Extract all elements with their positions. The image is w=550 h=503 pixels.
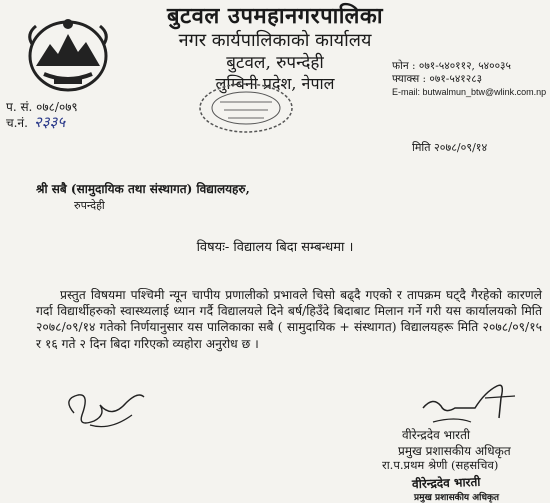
org-name: बुटवल उपमहानगरपालिका xyxy=(166,3,384,29)
letter-date: मिति २०७८/०९/१४ xyxy=(412,141,488,154)
recipient-line: श्री सबै (सामुदायिक तथा संस्थागत) विद्यालयहरु, xyxy=(36,182,250,196)
office-name: नगर कार्यपालिकाको कार्यालय xyxy=(178,30,372,51)
phone-number: फोन : ०७१-५४०११२, ५४००३५ xyxy=(392,60,511,72)
chalani-number-row xyxy=(6,112,65,132)
office-stamp-icon xyxy=(196,80,296,136)
signatory-designation: प्रमुख प्रशासकीय अधिकृत xyxy=(398,444,511,458)
signatory-rank: रा.प.प्रथम श्रेणी (सहसचिव) xyxy=(382,458,499,472)
province-name: लुम्बिनी प्रदेश, नेपाल xyxy=(215,74,335,93)
fax-number: फ्याक्स : ०७१-५४१२८३ xyxy=(392,73,483,85)
contact-block xyxy=(392,60,546,99)
letter-body: प्रस्तुत विषयमा पश्चिमी न्यून चापीय प्रणालीको प्रभावले चिसो बढ्दै गएको र तापक्रम घट्दै गैरहेको कारणले गर्दा विद्यार्थीहरुको स्वास्थ्यलाई ध्यान गर्दै विद्यालयले दिने बर्ष/हिउँदे बिदाबाट मिलान गर्ने गरी यस कार्यालयको मिति २०७८/०९/१४ गतेको निर्णयानुसार यस पालिकाका सबै ( सामुदायिक + संस्थागत) विद्यालयहरू मिति २०७८/०९/१५ र १६ गते २ दिन बिदा गरिएको व्यहोरा अनुरोध छ । xyxy=(36,288,542,351)
chalani-number: २३३५ xyxy=(33,113,66,131)
officer-signature-icon xyxy=(415,378,530,430)
name-stamp: वीरेन्द्रदेव भारती xyxy=(411,474,481,492)
patra-sankhya: प. सं. ०७८/०७९ xyxy=(6,100,78,114)
recipient-district: रुपन्देही xyxy=(74,199,105,212)
office-location: बुटवल, रुपन्देही xyxy=(226,53,324,73)
chalani-label: च.नं. xyxy=(6,116,28,130)
letter-subject: विषयः- विद्यालय बिदा सम्बन्धमा । xyxy=(196,240,354,255)
signatory-name: वीरेन्द्रदेव भारती xyxy=(402,428,471,442)
email-address: E-mail: butwalmun_btw@wlink.com.np xyxy=(392,87,547,97)
title-stamp: प्रमुख प्रशासकीय अधिकृत xyxy=(414,493,500,503)
initial-signature-icon xyxy=(60,385,150,435)
